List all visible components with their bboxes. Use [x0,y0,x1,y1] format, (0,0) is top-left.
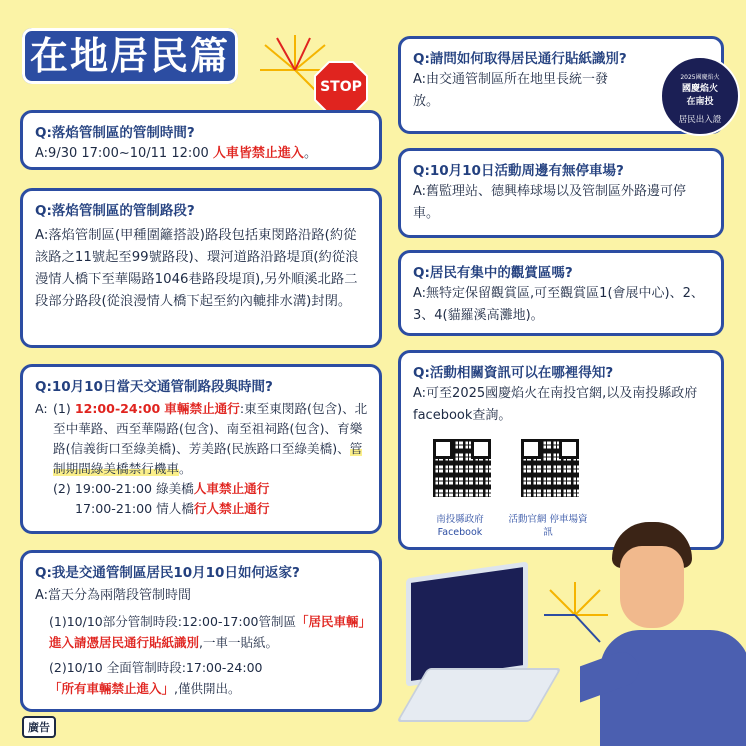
laptop-illustration [392,564,542,724]
item2-num: (2) [53,481,71,496]
answer-viewing: A:無特定保留觀賞區,可至觀賞區1(會展中心)、2、3、4(貓羅溪高灘地)。 [413,286,704,323]
page-title: 在地居民篇 [22,28,238,84]
item1-num: (1) [53,401,71,416]
answer-suffix: 。 [303,146,317,161]
item1-red: 「居民車輛」進入請憑居民通行貼紙識別 [49,614,365,650]
qr-label-website: 活動官網 停車場資訊 [508,514,588,538]
faq-card-control-time [20,110,382,170]
question-viewing: Q:居民有集中的觀賞區嗎? [413,265,573,281]
badge-line3: 在南投 [686,97,714,107]
answer-control-time [35,143,369,164]
item3-red: 行人禁止通行 [193,501,270,516]
question-control-road: Q:落焰管制區的管制路段? [35,203,195,219]
return-home-item1 [49,611,367,653]
item1-end: 。 [178,461,192,476]
return-home-item2 [49,657,367,699]
item1-text: :東至東閔路(包含)、北至中華路、西至華陽路(包含)、南至祖祠路(包含)、育樂路(信義街口至綠美橋)、芳美路(民族路口至綠美橋)、 [53,401,368,456]
ad-label: 廣告 [22,716,56,738]
faq-card-return-home [20,550,382,712]
answer-sticker: A:由交通管制區所在地里長統一發放。 [413,72,609,109]
item2-prefix: (2)10/10 全面管制時段:17:00-24:00 [49,660,263,675]
person-illustration [580,512,746,746]
item2-red: 「所有車輛禁止進入」 [49,681,175,696]
item1-highlight: 管制期間綠美橋禁行機車 [53,441,363,476]
item1-red: 車輛禁止通行 [164,401,240,416]
item3-time: 17:00-21:00 情人橋 [75,501,194,516]
badge-line2: 國慶焰火 [681,84,718,94]
item2-suffix: ,僅供開出。 [174,681,241,696]
badge-footer: 居民出入證 [678,115,722,125]
qr-label-facebook: 南投縣政府 Facebook [436,514,484,538]
resident-pass-badge [660,56,740,136]
person-body [600,630,746,746]
item1-prefix: (1)10/10部分管制時段:12:00-17:00管制區 [49,614,296,629]
question-sticker: Q:請問如何取得居民通行貼紙識別? [413,51,627,67]
answer-parking: A:舊監理站、德興棒球場以及管制區外路邊可停車。 [413,184,687,221]
answer-highlight: 人車皆禁止進入 [212,146,304,161]
person-face [620,546,684,628]
faq-card-oct10-control [20,364,382,534]
item2-red: 人車禁止通行 [193,481,270,496]
answer-info: A:可至2025國慶焰火在南投官網,以及南投縣政府facebook查詢。 [413,386,698,423]
answer-return-home: A:當天分為兩階段管制時間 [35,588,192,603]
answer-oct10-control [35,399,369,519]
faq-card-control-road [20,188,382,348]
answer-text: A:9/30 17:00~10/11 12:00 [35,146,213,161]
question-oct10-control: Q:10月10日當天交通管制路段與時間? [35,379,273,395]
item1-time: 12:00-24:00 [74,401,161,416]
question-parking: Q:10月10日活動周邊有無停車場? [413,163,624,179]
answer-label: A: [35,401,48,416]
item1-suffix: ,一車一貼紙。 [199,635,278,650]
faq-card-viewing [398,250,724,336]
question-control-time: Q:落焰管制區的管制時間? [35,125,195,141]
faq-card-parking [398,148,724,238]
answer-control-road: A:落焰管制區(甲種圍籬搭設)路段包括東閔路沿路(約從該路之11號起至99號路段)、環河道路沿路堤頂(約從浪漫情人橋下至華陽路1046巷路段堤頂),另外順溪北路二段部分路段(從浪漫情人橋下起至約內轆排水溝)封閉。 [35,228,359,309]
question-info: Q:活動相關資訊可以在哪裡得知? [413,365,614,381]
qr-code-facebook[interactable] [431,437,493,499]
question-return-home: Q:我是交通管制區居民10月10日如何返家? [35,565,300,581]
stop-sign-label: STOP [320,79,362,95]
qr-code-website[interactable] [519,437,581,499]
stop-sign [313,60,369,116]
badge-line1: 2025國慶焰火 [680,74,720,81]
item2-time: 19:00-21:00 綠美橋 [74,481,194,496]
